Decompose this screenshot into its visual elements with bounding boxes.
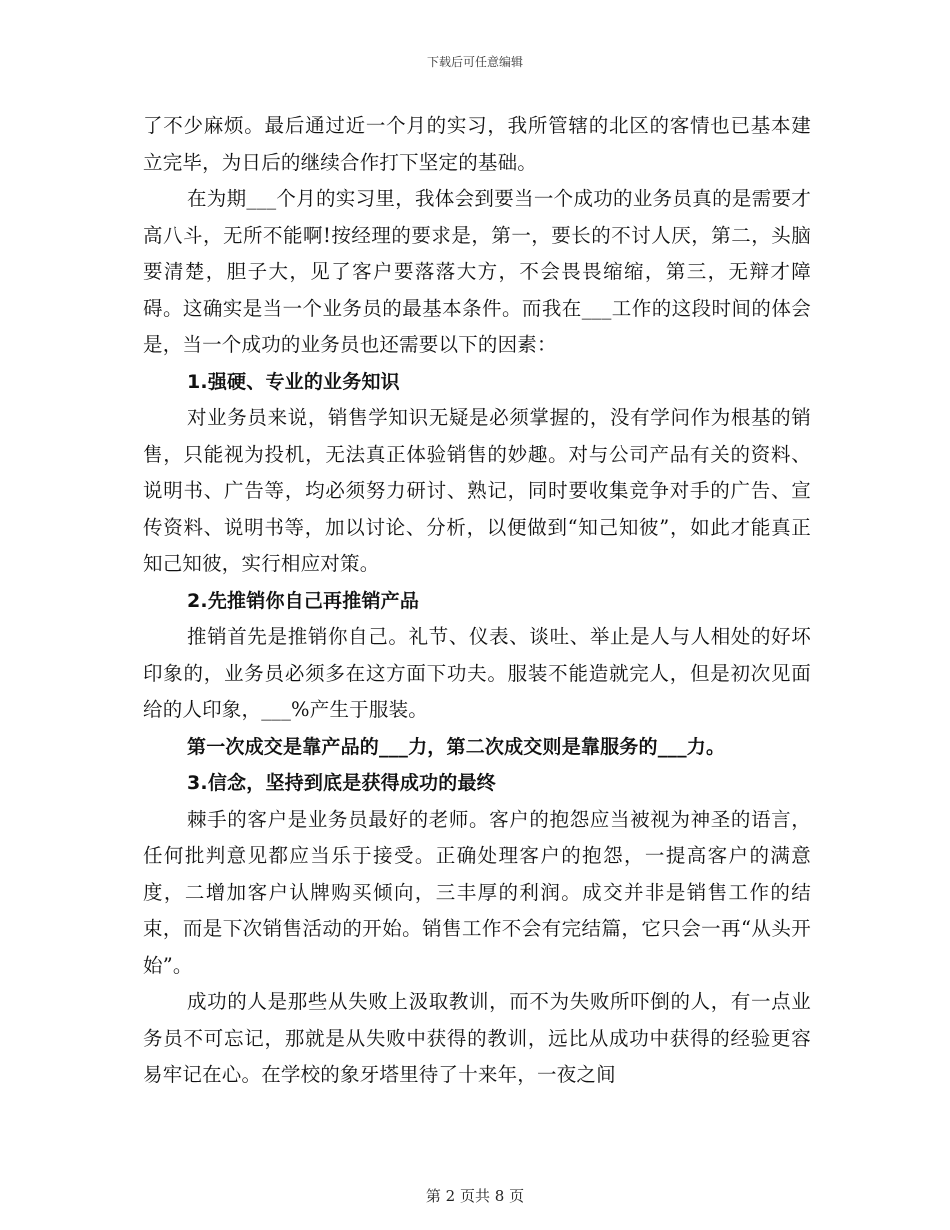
paragraph-sales-knowledge: 对业务员来说，销售学知识无疑是必须掌握的，没有学问作为根基的销售，只能视为投机，无法真正体验销售的妙趣。对与公司产品有关的资料、说明书、广告等，均必须努力研讨、熟记，同时要收集竞争对手的广告、宣传资料、说明书等，加以讨论、分析，以便做到“知己知彼”，如此才能真正知己知彼，实行相应对策。 bbox=[143, 406, 811, 575]
bold-statement-transactions: 第一次成交是靠产品的___力，第二次成交则是靠服务的___力。 bbox=[187, 735, 726, 758]
paragraph-continuation: 了不少麻烦。最后通过近一个月的实习，我所管辖的北区的客情也已基本建立完毕，为日后的继续合作打下坚定的基础。 bbox=[143, 114, 811, 174]
paragraph-difficult-customers: 棘手的客户是业务员最好的老师。客户的抱怨应当被视为神圣的语言，任何批判意见都应当乐于接受。正确处理客户的抱怨，一提高客户的满意度，二增加客户认牌购买倾向，三丰厚的利润。成交并非是销售工作的结束，而是下次销售活动的开始。销售工作不会有完结篇，它只会一再“从头开始”。 bbox=[143, 807, 811, 977]
document-body bbox=[143, 108, 811, 1094]
section-heading-1: 1.强硬、专业的业务知识 bbox=[187, 370, 400, 393]
paragraph-learning-from-failure: 成功的人是那些从失败上汲取教训，而不为失败所吓倒的人，有一点业务员不可忘记，那就是从失败中获得的教训，远比从成功中获得的经验更容易牢记在心。在学校的象牙塔里待了十来年，一夜之间 bbox=[143, 990, 811, 1086]
section-heading-3: 3.信念，坚持到底是获得成功的最终 bbox=[187, 772, 496, 794]
paragraph-sell-yourself: 推销首先是推销你自己。礼节、仪表、谈吐、举止是人与人相处的好坏印象的，业务员必须多在这方面下功夫。服装不能造就完人，但是初次见面给的人印象，___%产生于服装。 bbox=[143, 625, 811, 721]
paragraph-internship-experience: 在为期___个月的实习里，我体会到要当一个成功的业务员真的是需要才高八斗，无所不能啊!按经理的要求是，第一，要长的不讨人厌，第二，头脑要清楚，胆子大，见了客户要落落大方，不会畏畏缩缩，第三，无辩才障碍。这确实是当一个业务员的最基本条件。而我在___工作的这段时间的体会是，当一个成功的业务员也还需要以下的因素： bbox=[143, 187, 811, 356]
page-header-note: 下载后可任意编辑 bbox=[426, 55, 523, 69]
page-number-footer: 第 2 页共 8 页 bbox=[425, 1187, 525, 1205]
section-heading-2: 2.先推销你自己再推销产品 bbox=[187, 589, 420, 612]
